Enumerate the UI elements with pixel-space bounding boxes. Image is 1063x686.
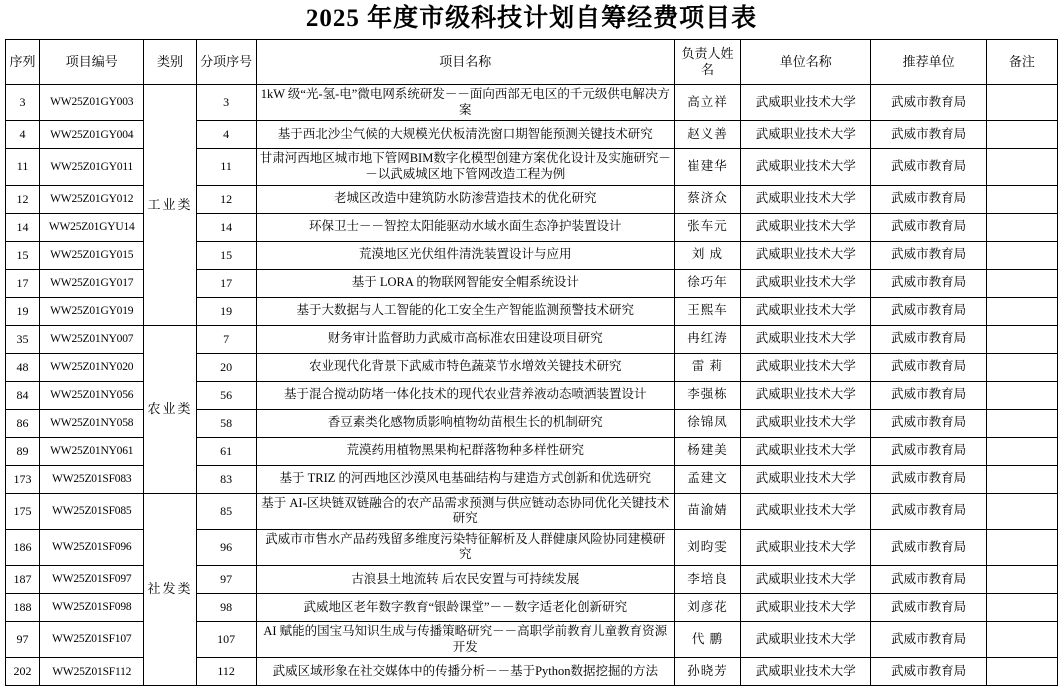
cell-seq: 4 <box>6 121 40 149</box>
cell-seq: 19 <box>6 297 40 325</box>
cell-subseq: 4 <box>196 121 256 149</box>
cell-project-name: 基于大数据与人工智能的化工安全生产智能监测预警技术研究 <box>256 297 674 325</box>
cell-note <box>986 437 1057 465</box>
cell-seq: 202 <box>6 658 40 686</box>
cell-seq: 188 <box>6 594 40 622</box>
cell-seq: 187 <box>6 566 40 594</box>
cell-note <box>986 213 1057 241</box>
cell-subseq: 19 <box>196 297 256 325</box>
cell-recommender: 武威市教育局 <box>871 465 986 493</box>
cell-recommender: 武威市教育局 <box>871 185 986 213</box>
cell-unit: 武威职业技术大学 <box>741 622 871 658</box>
table-row <box>6 325 1058 353</box>
cell-project-name: 荒漠地区光伏组件清洗装置设计与应用 <box>256 241 674 269</box>
cell-subseq: 112 <box>196 658 256 686</box>
cell-subseq: 96 <box>196 529 256 565</box>
cell-recommender: 武威市教育局 <box>871 85 986 121</box>
cell-subseq: 14 <box>196 213 256 241</box>
cell-project-name: 财务审计监督助力武威市高标准农田建设项目研究 <box>256 325 674 353</box>
cell-project-name: 基于西北沙尘气候的大规模光伏板清洗窗口期智能预测关键技术研究 <box>256 121 674 149</box>
cell-seq: 186 <box>6 529 40 565</box>
cell-code: WW25Z01GY019 <box>40 297 144 325</box>
cell-person: 李培良 <box>674 566 740 594</box>
cell-unit: 武威职业技术大学 <box>741 213 871 241</box>
cell-recommender: 武威市教育局 <box>871 213 986 241</box>
cell-person: 高立祥 <box>674 85 740 121</box>
cell-unit: 武威职业技术大学 <box>741 297 871 325</box>
cell-code: WW25Z01SF112 <box>40 658 144 686</box>
cell-note <box>986 409 1057 437</box>
cell-note <box>986 325 1057 353</box>
cell-unit: 武威职业技术大学 <box>741 493 871 529</box>
cell-unit: 武威职业技术大学 <box>741 566 871 594</box>
column-header-subseq: 分项序号 <box>196 40 256 85</box>
cell-project-name: 基于 TRIZ 的河西地区沙漠风电基础结构与建造方式创新和优选研究 <box>256 465 674 493</box>
cell-code: WW25Z01GY012 <box>40 185 144 213</box>
cell-subseq: 85 <box>196 493 256 529</box>
cell-recommender: 武威市教育局 <box>871 241 986 269</box>
cell-person: 孙晓芳 <box>674 658 740 686</box>
cell-recommender: 武威市教育局 <box>871 622 986 658</box>
cell-subseq: 17 <box>196 269 256 297</box>
cell-seq: 17 <box>6 269 40 297</box>
cell-recommender: 武威市教育局 <box>871 381 986 409</box>
cell-unit: 武威职业技术大学 <box>741 409 871 437</box>
cell-code: WW25Z01SF097 <box>40 566 144 594</box>
cell-seq: 14 <box>6 213 40 241</box>
page-title: 2025 年度市级科技计划自筹经费项目表 <box>305 5 758 32</box>
cell-code: WW25Z01NY056 <box>40 381 144 409</box>
cell-note <box>986 121 1057 149</box>
cell-unit: 武威职业技术大学 <box>741 437 871 465</box>
cell-note <box>986 241 1057 269</box>
cell-recommender: 武威市教育局 <box>871 594 986 622</box>
cell-person: 冉红涛 <box>674 325 740 353</box>
cell-unit: 武威职业技术大学 <box>741 185 871 213</box>
cell-seq: 173 <box>6 465 40 493</box>
column-header-unit: 单位名称 <box>741 40 871 85</box>
cell-project-name: 武威区域形象在社交媒体中的传播分析－－基于Python数据挖掘的方法 <box>256 658 674 686</box>
cell-unit: 武威职业技术大学 <box>741 121 871 149</box>
cell-category: 农业类 <box>144 325 196 493</box>
cell-person: 崔建华 <box>674 149 740 185</box>
cell-recommender: 武威市教育局 <box>871 529 986 565</box>
cell-note <box>986 622 1057 658</box>
cell-person: 徐锦凤 <box>674 409 740 437</box>
cell-person: 代 鹏 <box>674 622 740 658</box>
cell-project-name: 甘肃河西地区城市地下管网BIM数字化模型创建方案优化设计及实施研究－－以武威城区地下管网改造工程为例 <box>256 149 674 185</box>
cell-note <box>986 529 1057 565</box>
cell-unit: 武威职业技术大学 <box>741 325 871 353</box>
column-header-category: 类别 <box>144 40 196 85</box>
cell-code: WW25Z01GY003 <box>40 85 144 121</box>
cell-unit: 武威职业技术大学 <box>741 465 871 493</box>
cell-recommender: 武威市教育局 <box>871 437 986 465</box>
cell-code: WW25Z01SF083 <box>40 465 144 493</box>
cell-person: 刘昀雯 <box>674 529 740 565</box>
cell-unit: 武威职业技术大学 <box>741 381 871 409</box>
cell-code: WW25Z01SF096 <box>40 529 144 565</box>
cell-note <box>986 493 1057 529</box>
cell-unit: 武威职业技术大学 <box>741 658 871 686</box>
cell-project-name: 环保卫士－－智控太阳能驱动水域水面生态净护装置设计 <box>256 213 674 241</box>
cell-unit: 武威职业技术大学 <box>741 353 871 381</box>
table-header-row <box>6 40 1058 85</box>
cell-subseq: 98 <box>196 594 256 622</box>
cell-seq: 35 <box>6 325 40 353</box>
cell-code: WW25Z01SF098 <box>40 594 144 622</box>
cell-unit: 武威职业技术大学 <box>741 269 871 297</box>
projects-table <box>5 39 1058 686</box>
cell-recommender: 武威市教育局 <box>871 269 986 297</box>
table-row <box>6 493 1058 529</box>
column-header-recommender: 推荐单位 <box>871 40 986 85</box>
cell-unit: 武威职业技术大学 <box>741 241 871 269</box>
cell-note <box>986 85 1057 121</box>
cell-category: 工业类 <box>144 85 196 326</box>
cell-subseq: 97 <box>196 566 256 594</box>
cell-unit: 武威职业技术大学 <box>741 594 871 622</box>
cell-project-name: AI 赋能的国宝马知识生成与传播策略研究－－高职学前教育儿童教育资源开发 <box>256 622 674 658</box>
cell-recommender: 武威市教育局 <box>871 121 986 149</box>
cell-seq: 89 <box>6 437 40 465</box>
cell-recommender: 武威市教育局 <box>871 409 986 437</box>
cell-person: 雷 莉 <box>674 353 740 381</box>
cell-seq: 48 <box>6 353 40 381</box>
cell-person: 刘彦花 <box>674 594 740 622</box>
cell-note <box>986 149 1057 185</box>
cell-seq: 12 <box>6 185 40 213</box>
cell-code: WW25Z01GY017 <box>40 269 144 297</box>
cell-unit: 武威职业技术大学 <box>741 529 871 565</box>
cell-project-name: 老城区改造中建筑防水防渗营造技术的优化研究 <box>256 185 674 213</box>
cell-project-name: 基于 LORA 的物联网智能安全帽系统设计 <box>256 269 674 297</box>
table-header <box>6 40 1058 85</box>
cell-subseq: 7 <box>196 325 256 353</box>
cell-note <box>986 297 1057 325</box>
cell-person: 赵义善 <box>674 121 740 149</box>
cell-person: 徐巧年 <box>674 269 740 297</box>
cell-seq: 15 <box>6 241 40 269</box>
cell-project-name: 农业现代化背景下武威市特色蔬菜节水增效关键技术研究 <box>256 353 674 381</box>
cell-code: WW25Z01NY058 <box>40 409 144 437</box>
cell-note <box>986 594 1057 622</box>
cell-recommender: 武威市教育局 <box>871 297 986 325</box>
table-row <box>6 85 1058 121</box>
cell-code: WW25Z01NY007 <box>40 325 144 353</box>
cell-recommender: 武威市教育局 <box>871 149 986 185</box>
cell-code: WW25Z01NY020 <box>40 353 144 381</box>
cell-unit: 武威职业技术大学 <box>741 149 871 185</box>
cell-recommender: 武威市教育局 <box>871 493 986 529</box>
cell-person: 王熙车 <box>674 297 740 325</box>
cell-note <box>986 269 1057 297</box>
cell-project-name: 武威市市售水产品药残留多维度污染特征解析及人群健康风险协同建模研究 <box>256 529 674 565</box>
cell-seq: 3 <box>6 85 40 121</box>
cell-note <box>986 566 1057 594</box>
cell-subseq: 15 <box>196 241 256 269</box>
cell-project-name: 荒漠药用植物黑果枸杞群落物种多样性研究 <box>256 437 674 465</box>
column-header-code: 项目编号 <box>40 40 144 85</box>
cell-recommender: 武威市教育局 <box>871 353 986 381</box>
column-header-person: 负责人姓名 <box>674 40 740 85</box>
cell-project-name: 武威地区老年数字教育“银龄课堂”－－数字适老化创新研究 <box>256 594 674 622</box>
cell-project-name: 香豆素类化感物质影响植物幼苗根生长的机制研究 <box>256 409 674 437</box>
cell-subseq: 107 <box>196 622 256 658</box>
cell-seq: 86 <box>6 409 40 437</box>
cell-subseq: 56 <box>196 381 256 409</box>
cell-code: WW25Z01GYU14 <box>40 213 144 241</box>
cell-subseq: 58 <box>196 409 256 437</box>
cell-code: WW25Z01SF107 <box>40 622 144 658</box>
table-body <box>6 85 1058 686</box>
column-header-seq: 序列 <box>6 40 40 85</box>
cell-recommender: 武威市教育局 <box>871 325 986 353</box>
cell-subseq: 3 <box>196 85 256 121</box>
cell-note <box>986 185 1057 213</box>
cell-note <box>986 465 1057 493</box>
cell-code: WW25Z01GY011 <box>40 149 144 185</box>
cell-person: 张车元 <box>674 213 740 241</box>
cell-code: WW25Z01GY004 <box>40 121 144 149</box>
cell-subseq: 83 <box>196 465 256 493</box>
cell-unit: 武威职业技术大学 <box>741 85 871 121</box>
cell-subseq: 11 <box>196 149 256 185</box>
cell-person: 李强栋 <box>674 381 740 409</box>
cell-recommender: 武威市教育局 <box>871 658 986 686</box>
cell-project-name: 基于 AI-区块链双链融合的农产品需求预测与供应链动态协同优化关键技术研究 <box>256 493 674 529</box>
cell-project-name: 基于混合搅动防堵一体化技术的现代农业营养液动态喷洒装置设计 <box>256 381 674 409</box>
cell-seq: 84 <box>6 381 40 409</box>
cell-seq: 97 <box>6 622 40 658</box>
cell-person: 杨建美 <box>674 437 740 465</box>
cell-person: 蔡济众 <box>674 185 740 213</box>
cell-subseq: 12 <box>196 185 256 213</box>
cell-project-name: 古浪县土地流转 后农民安置与可持续发展 <box>256 566 674 594</box>
cell-seq: 175 <box>6 493 40 529</box>
cell-project-name: 1kW 级“光-氢-电”微电网系统研发－－面向西部无电区的千元级供电解决方案 <box>256 85 674 121</box>
cell-note <box>986 381 1057 409</box>
cell-person: 苗渝婧 <box>674 493 740 529</box>
column-header-name: 项目名称 <box>256 40 674 85</box>
cell-code: WW25Z01NY061 <box>40 437 144 465</box>
cell-recommender: 武威市教育局 <box>871 566 986 594</box>
cell-note <box>986 353 1057 381</box>
cell-subseq: 61 <box>196 437 256 465</box>
cell-person: 刘 成 <box>674 241 740 269</box>
cell-category: 社发类 <box>144 493 196 686</box>
cell-subseq: 20 <box>196 353 256 381</box>
cell-code: WW25Z01SF085 <box>40 493 144 529</box>
cell-person: 孟建文 <box>674 465 740 493</box>
column-header-note: 备注 <box>986 40 1057 85</box>
cell-code: WW25Z01GY015 <box>40 241 144 269</box>
cell-seq: 11 <box>6 149 40 185</box>
